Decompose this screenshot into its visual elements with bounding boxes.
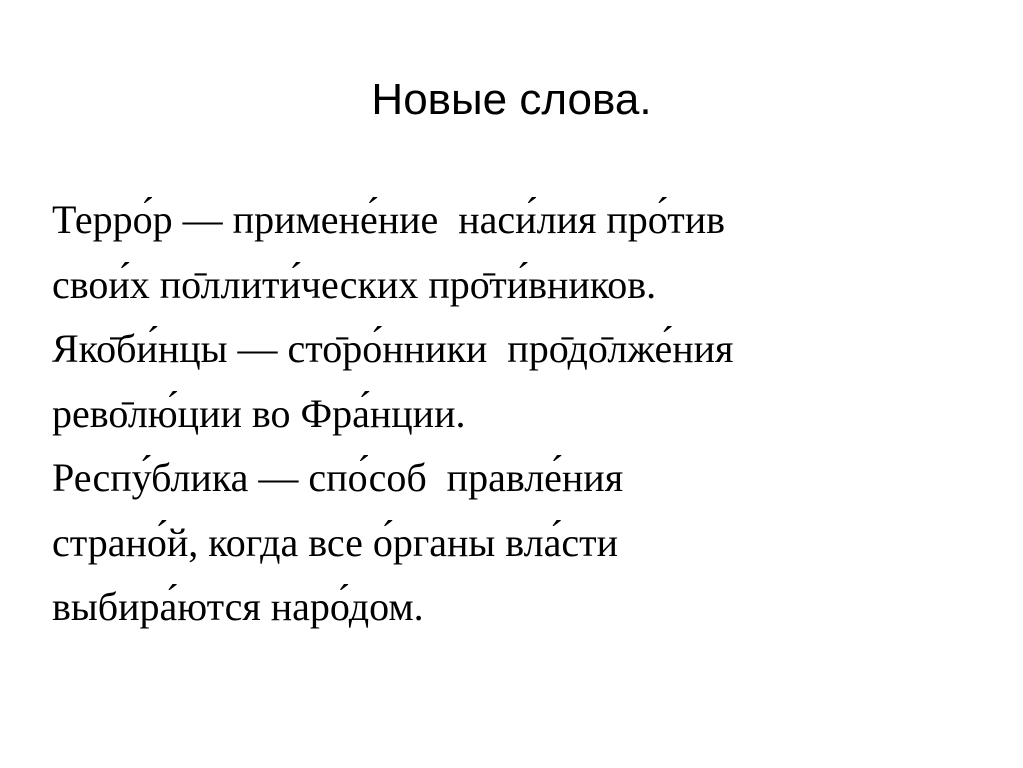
definition-jacobins-line-1: Яко̄би́нцы — сто̄ро́нники про̄до̄лже́ния (52, 326, 734, 371)
definition-republic-line-1: Респу́блика — спо́соб правле́ния (52, 455, 624, 500)
definition-terror-line-1: Терро́р — примене́ние наси́лия про́тив (52, 197, 726, 242)
definition-republic-line-3: выбира́ются наро́дом. (52, 584, 424, 629)
definition-jacobins-line-2: рево̄лю́ции во Фра́нции. (52, 390, 466, 436)
definition-republic-line-2: страно́й, когда все о́рганы вла́сти (52, 519, 619, 565)
slide-title: Новые слова. (371, 75, 652, 124)
slide-body (52, 188, 992, 640)
definition-terror-line-2: свои́х по̄ллити́ческих про̄ти́вников. (52, 261, 657, 307)
